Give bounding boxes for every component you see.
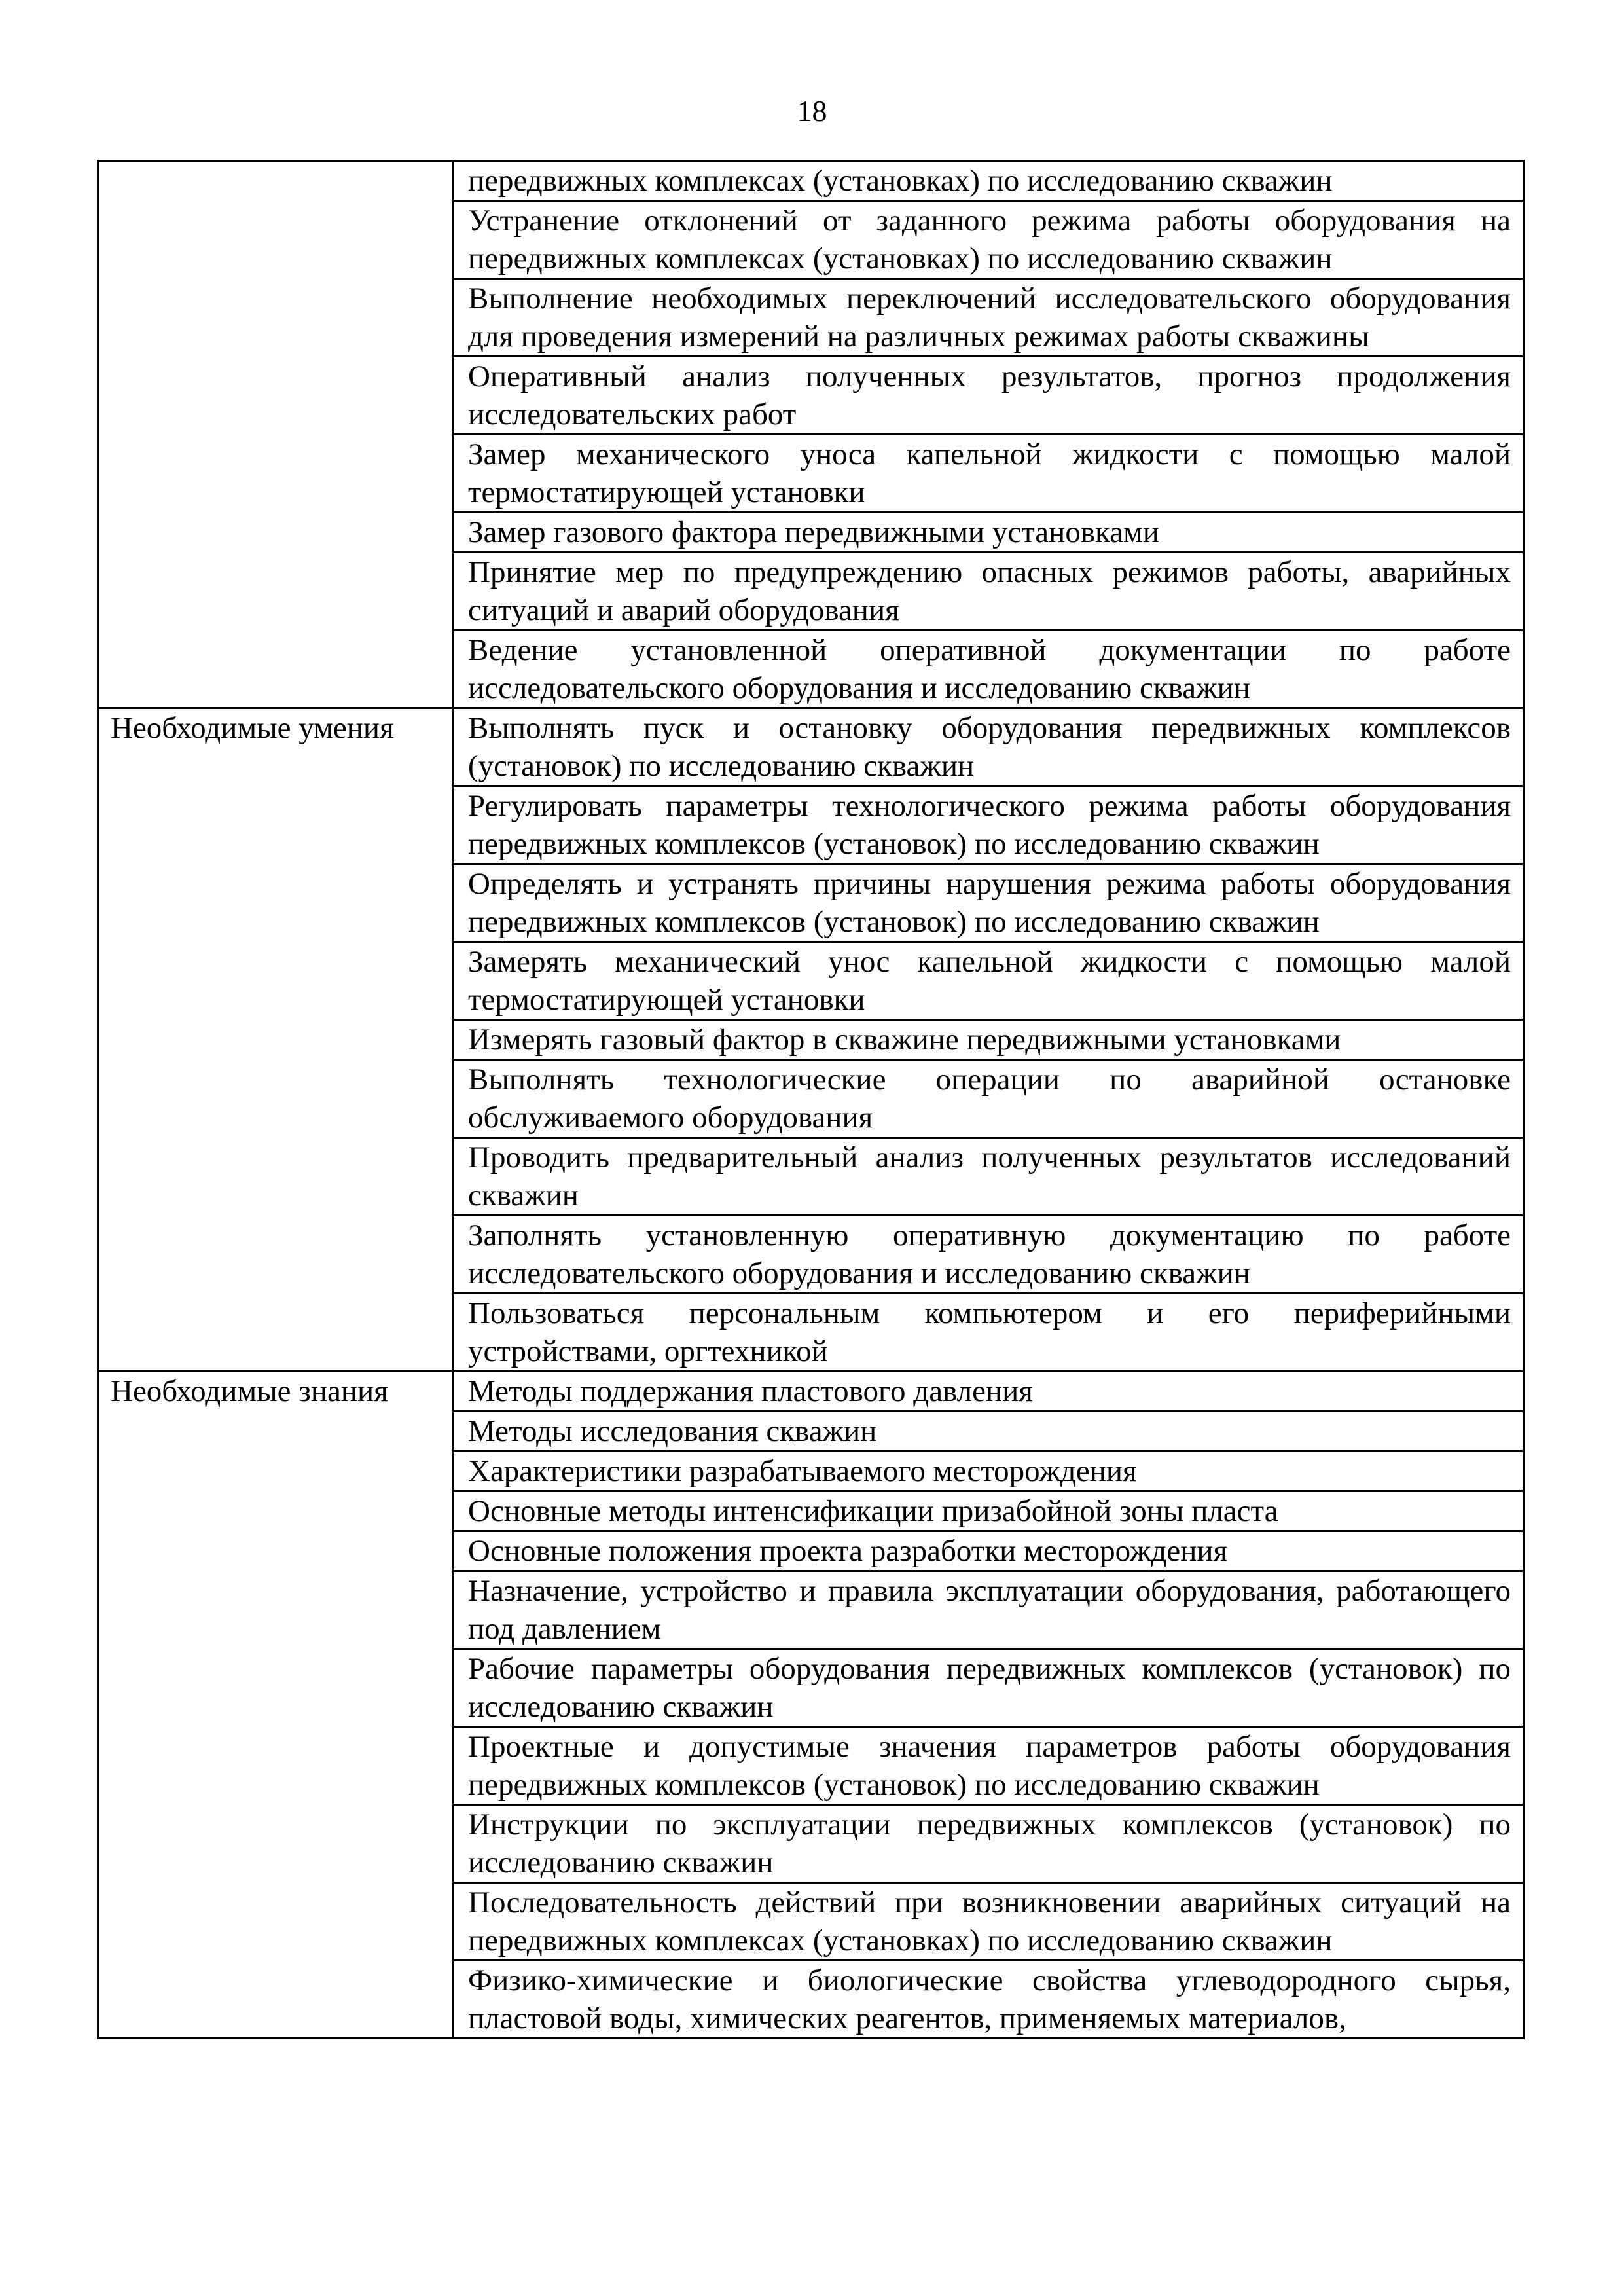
item-cell: [453, 708, 1524, 786]
table-row: [98, 1372, 1524, 1412]
section-label-cell: [98, 161, 453, 708]
page-number: 18: [797, 94, 827, 128]
item-cell: [453, 1060, 1524, 1138]
item-text: Замер механического уноса капельной жидкости с помощью малой термостатирующей установки: [468, 437, 1511, 509]
item-cell: [453, 435, 1524, 513]
item-text: Измерять газовый фактор в скважине передвижными установками: [468, 1023, 1341, 1057]
item-cell: [453, 161, 1524, 201]
item-cell: [453, 1805, 1524, 1883]
item-text: Физико-химические и биологические свойства углеводородного сырья, пластовой воды, химических реагентов, применяемых материалов,: [468, 1963, 1511, 2035]
item-cell: [453, 279, 1524, 357]
item-text: Основные методы интенсификации призабойной зоны пласта: [468, 1494, 1278, 1528]
item-text: Определять и устранять причины нарушения режима работы оборудования передвижных комплексов (установок) по исследованию скважин: [468, 867, 1511, 939]
item-cell: [453, 513, 1524, 553]
item-text: Характеристики разрабатываемого месторождения: [468, 1454, 1137, 1488]
item-text: Выполнение необходимых переключений исследовательского оборудования для проведения измерений на различных режимах работы скважины: [468, 282, 1511, 354]
item-cell: [453, 201, 1524, 279]
item-text: Назначение, устройство и правила эксплуатации оборудования, работающего под давлением: [468, 1574, 1511, 1646]
item-cell: [453, 357, 1524, 435]
item-text: Выполнять пуск и остановку оборудования передвижных комплексов (установок) по исследованию скважин: [468, 711, 1511, 783]
item-cell: [453, 1649, 1524, 1727]
item-text: передвижных комплексах (установках) по исследованию скважин: [468, 164, 1333, 198]
item-text: Инструкции по эксплуатации передвижных комплексов (установок) по исследованию скважин: [468, 1808, 1511, 1880]
item-cell: [453, 553, 1524, 630]
item-cell: [453, 1571, 1524, 1649]
item-text: Методы исследования скважин: [468, 1414, 877, 1448]
item-text: Заполнять установленную оперативную документацию по работе исследовательского оборудования и исследованию скважин: [468, 1218, 1511, 1290]
item-cell: [453, 1216, 1524, 1294]
item-text: Ведение установленной оперативной документации по работе исследовательского оборудования и исследованию скважин: [468, 633, 1511, 705]
section-label-cell: [98, 1372, 453, 2039]
table-row: [98, 708, 1524, 786]
item-cell: [453, 1531, 1524, 1571]
item-cell: [453, 942, 1524, 1020]
item-text: Замерять механический унос капельной жидкости с помощью малой термостатирующей установки: [468, 945, 1511, 1017]
item-cell: [453, 630, 1524, 708]
competency-table-body: [98, 161, 1524, 2039]
item-text: Проводить предварительный анализ полученных результатов исследований скважин: [468, 1140, 1511, 1212]
section-label: Необходимые знания: [111, 1374, 388, 1408]
item-cell: [453, 1020, 1524, 1060]
item-cell: [453, 1883, 1524, 1961]
item-text: Выполнять технологические операции по аварийной остановке обслуживаемого оборудования: [468, 1063, 1511, 1135]
item-cell: [453, 1727, 1524, 1805]
item-text: Регулировать параметры технологического режима работы оборудования передвижных комплексов (установок) по исследованию скважин: [468, 789, 1511, 861]
item-text: Устранение отклонений от заданного режима работы оборудования на передвижных комплексах (установках) по исследованию скважин: [468, 204, 1511, 276]
item-cell: [453, 1138, 1524, 1216]
section-label: Необходимые умения: [111, 711, 394, 745]
competency-table: [97, 160, 1525, 2039]
item-cell: [453, 1294, 1524, 1372]
item-cell: [453, 1412, 1524, 1451]
item-cell: [453, 1961, 1524, 2039]
item-text: Основные положения проекта разработки месторождения: [468, 1534, 1228, 1568]
item-text: Принятие мер по предупреждению опасных режимов работы, аварийных ситуаций и аварий оборудования: [468, 555, 1511, 627]
item-cell: [453, 1372, 1524, 1412]
item-text: Проектные и допустимые значения параметров работы оборудования передвижных комплексов (установок) по исследованию скважин: [468, 1730, 1511, 1802]
item-text: Последовательность действий при возникновении аварийных ситуаций на передвижных комплексах (установках) по исследованию скважин: [468, 1886, 1511, 1958]
item-text: Пользоваться персональным компьютером и его периферийными устройствами, оргтехникой: [468, 1296, 1511, 1368]
item-cell: [453, 1451, 1524, 1491]
table-row: [98, 161, 1524, 201]
item-cell: [453, 1491, 1524, 1531]
item-cell: [453, 864, 1524, 942]
item-text: Рабочие параметры оборудования передвижных комплексов (установок) по исследованию скважин: [468, 1652, 1511, 1724]
section-label-cell: [98, 708, 453, 1372]
item-cell: [453, 786, 1524, 864]
item-text: Методы поддержания пластового давления: [468, 1374, 1033, 1408]
item-text: Замер газового фактора передвижными установками: [468, 515, 1159, 549]
item-text: Оперативный анализ полученных результатов, прогноз продолжения исследовательских работ: [468, 359, 1511, 431]
